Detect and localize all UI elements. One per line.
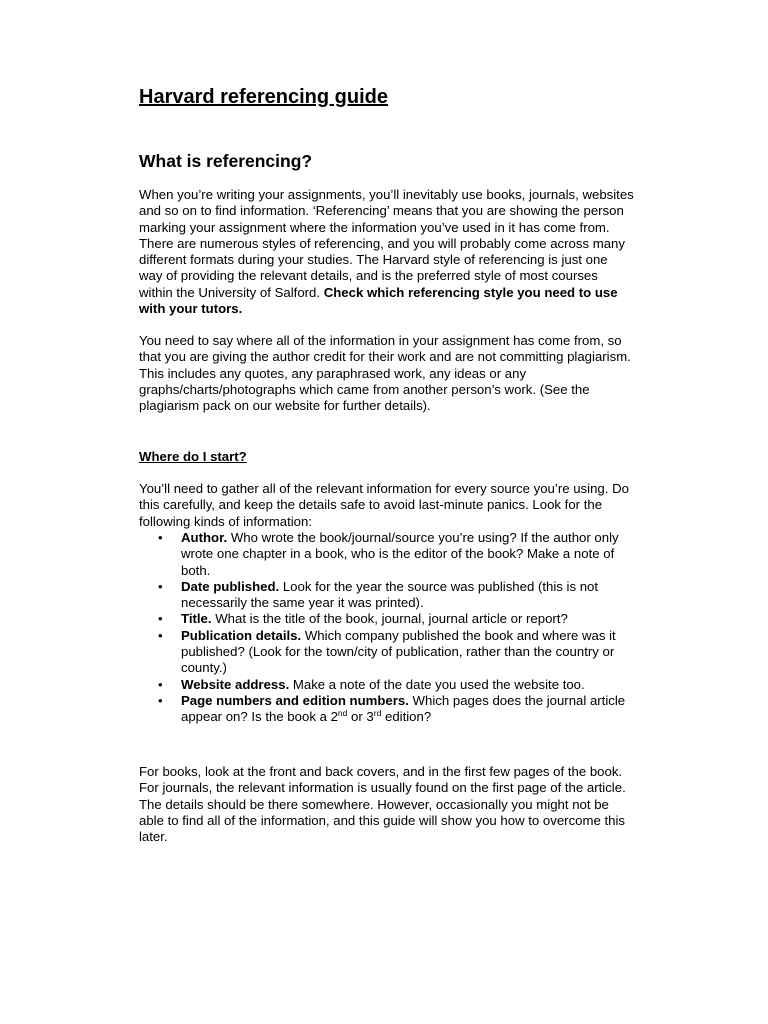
list-item-text: Make a note of the date you used the website too. xyxy=(289,676,585,692)
list-item xyxy=(139,693,634,726)
bullet-icon: • xyxy=(158,530,163,545)
bullet-icon: • xyxy=(158,676,163,692)
list-item-text: edition? xyxy=(381,709,432,725)
list-item-text: Which company published the book and where was it published? (Look for the town/city of publication, rather than the country or county.) xyxy=(181,627,616,676)
plagiarism-paragraph: You need to say where all of the information in your assignment has come from, so that you are giving the author credit for their work and are not committing plagiarism. This includes any quotes, any paraphrased work, any ideas or any graphs/charts/photographs which came from another person’s work. (See the plagiarism pack on our website for further details). xyxy=(139,333,631,414)
subheading-where-start: Where do I start? xyxy=(139,449,247,464)
list-item-text: or 3 xyxy=(347,709,374,725)
ordinal-suffix: rd xyxy=(373,708,382,719)
intro-paragraph xyxy=(139,187,634,317)
bullet-icon: • xyxy=(158,611,163,627)
list-item xyxy=(139,677,634,693)
list-item-label: Page numbers and edition numbers. xyxy=(181,692,409,708)
list-item xyxy=(139,530,634,579)
list-item-label: Title. xyxy=(181,611,212,627)
list-item-label: Publication details. xyxy=(181,627,302,643)
list-item xyxy=(139,611,634,627)
bullet-icon: • xyxy=(158,627,163,643)
bullet-icon: • xyxy=(158,578,163,594)
list-item xyxy=(139,628,634,677)
list-item xyxy=(139,579,634,612)
gather-paragraph: You’ll need to gather all of the relevant information for every source you’re using. Do this carefully, and keep the details safe to avoid last-minute panics. Look for the following kinds of information: xyxy=(139,481,629,529)
list-item-text: What is the title of the book, journal, journal article or report? xyxy=(211,611,568,627)
list-item-text: Which pages does the journal article appear on? Is the book a 2 xyxy=(181,692,626,725)
list-item-text: Look for the year the source was published (this is not necessarily the same year it was printed). xyxy=(181,578,599,611)
list-item-label: Author. xyxy=(181,530,228,545)
sources-paragraph: For books, look at the front and back covers, and in the first few pages of the book. For journals, the relevant information is usually found on the first page of the article. The details should be there somewhere. However, occasionally you might not be able to find all of the information, and this guide will show you how to overcome this later. xyxy=(139,764,626,845)
list-item-text: Who wrote the book/journal/source you’re using? If the author only wrote one chapter in a book, who is the editor of the book? Make a note of both. xyxy=(181,530,619,578)
section-heading: What is referencing? xyxy=(139,151,313,171)
document-title: Harvard referencing guide xyxy=(139,86,388,108)
bullet-icon: • xyxy=(158,692,163,708)
info-list xyxy=(139,530,634,726)
intro-paragraph-bold: Check which referencing style you need to use with your tutors. xyxy=(139,284,618,317)
ordinal-suffix: nd xyxy=(337,708,348,719)
intro-paragraph-text: When you’re writing your assignments, you’ll inevitably use books, journals, websites and so on to find information. ‘Referencing’ means that you are showing the person marking your assignment where the information you’ve used in it has come from. There are numerous styles of referencing, and you will probably come across many different formats during your studies. The Harvard style of referencing is just one way of providing the relevant details, and is the preferred style of most courses within the University of Salford. xyxy=(139,187,634,300)
list-item-label: Website address. xyxy=(181,676,290,692)
list-item-label: Date published. xyxy=(181,578,280,594)
